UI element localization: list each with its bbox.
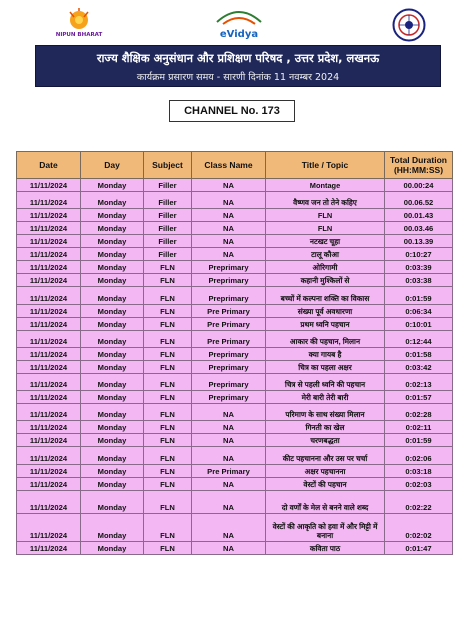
table-cell: NA (192, 235, 266, 248)
table-cell: FLN (144, 465, 192, 478)
table-cell: 00.03.46 (385, 222, 453, 235)
table-cell: Monday (81, 374, 144, 391)
table-cell: NA (192, 491, 266, 514)
table-cell: 0:02:03 (385, 478, 453, 491)
table-cell: वैष्णव जन तो तेने कहिए (266, 192, 385, 209)
table-cell: 11/11/2024 (17, 235, 81, 248)
table-cell: परिमाण के साथ संख्या मिलान (266, 404, 385, 421)
table-cell: Preprimary (192, 274, 266, 287)
table-cell: टालू कौआ (266, 248, 385, 261)
table-cell: संख्या पूर्व अवधारणा (266, 305, 385, 318)
table-cell: 11/11/2024 (17, 465, 81, 478)
table-cell: FLN (144, 404, 192, 421)
table-cell: FLN (144, 274, 192, 287)
table-row (17, 361, 453, 374)
table-cell: NA (192, 209, 266, 222)
table-cell: Pre Primary (192, 305, 266, 318)
table-cell: Monday (81, 421, 144, 434)
column-header: Subject (144, 152, 192, 179)
table-cell: Monday (81, 478, 144, 491)
header-banner (35, 45, 441, 87)
table-cell: 00.00:24 (385, 179, 453, 192)
table-cell: NA (192, 179, 266, 192)
table-cell: गिनती का खेल (266, 421, 385, 434)
table-row (17, 478, 453, 491)
table-cell: Monday (81, 305, 144, 318)
table-cell: Monday (81, 331, 144, 348)
table-cell: FLN (144, 434, 192, 447)
table-cell: बच्चों में कल्पना शक्ति का विकास (266, 287, 385, 305)
table-cell: Monday (81, 222, 144, 235)
table-cell: FLN (144, 447, 192, 465)
table-cell: Monday (81, 514, 144, 542)
table-cell: Preprimary (192, 348, 266, 361)
table-cell: 0:03:42 (385, 361, 453, 374)
table-cell: FLN (144, 391, 192, 404)
table-cell: Monday (81, 434, 144, 447)
table-cell: 0:02:06 (385, 447, 453, 465)
table-cell: Filler (144, 192, 192, 209)
table-cell: NA (192, 222, 266, 235)
table-cell: Pre Primary (192, 465, 266, 478)
table-cell: NA (192, 192, 266, 209)
table-row (17, 209, 453, 222)
table-cell: मेरी बारी तेरी बारी (266, 391, 385, 404)
table-cell: Filler (144, 248, 192, 261)
table-cell: NA (192, 421, 266, 434)
table-cell: 0:02:28 (385, 404, 453, 421)
table-cell: Monday (81, 391, 144, 404)
table-cell: वेस्टों की आकृति को हवा में और मिट्टी में बनाना (266, 514, 385, 542)
table-cell: Monday (81, 348, 144, 361)
table-cell: Monday (81, 404, 144, 421)
table-cell: NA (192, 478, 266, 491)
table-cell: 0:03:18 (385, 465, 453, 478)
table-cell: NA (192, 542, 266, 555)
table-cell: Monday (81, 491, 144, 514)
table-header-row (17, 152, 453, 179)
table-row (17, 235, 453, 248)
table-cell: FLN (144, 318, 192, 331)
table-cell: FLN (144, 361, 192, 374)
table-cell: Pre Primary (192, 318, 266, 331)
table-cell: 11/11/2024 (17, 318, 81, 331)
table-cell: FLN (144, 305, 192, 318)
table-cell: 11/11/2024 (17, 274, 81, 287)
table-row (17, 404, 453, 421)
table-cell: Monday (81, 465, 144, 478)
table-cell: 11/11/2024 (17, 348, 81, 361)
table-cell: कहानी मुश्किलों से (266, 274, 385, 287)
table-cell: Pre Primary (192, 331, 266, 348)
table-cell: 0:03:38 (385, 274, 453, 287)
table-cell: आकार की पहचान, मिलान (266, 331, 385, 348)
table-cell: Monday (81, 318, 144, 331)
evidya-logo-text: eVidya (219, 29, 259, 40)
table-row (17, 465, 453, 478)
table-cell: 11/11/2024 (17, 404, 81, 421)
table-cell: 11/11/2024 (17, 447, 81, 465)
table-cell: 11/11/2024 (17, 514, 81, 542)
table-cell: Monday (81, 192, 144, 209)
column-header: Day (81, 152, 144, 179)
table-row (17, 222, 453, 235)
table-cell: 0:01:59 (385, 287, 453, 305)
table-cell: 0:02:22 (385, 491, 453, 514)
table-cell: Preprimary (192, 261, 266, 274)
table-cell: Monday (81, 361, 144, 374)
table-cell: FLN (144, 478, 192, 491)
table-cell: FLN (266, 222, 385, 235)
table-row (17, 374, 453, 391)
schedule-table (16, 151, 453, 555)
table-cell: 11/11/2024 (17, 331, 81, 348)
table-cell: 0:06:34 (385, 305, 453, 318)
table-cell: FLN (144, 331, 192, 348)
table-row (17, 447, 453, 465)
page-title: राज्य शैक्षिक अनुसंधान और प्रशिक्षण परिषद , उत्तर प्रदेश, लखनऊ (96, 51, 380, 65)
table-row (17, 434, 453, 447)
table-cell: कविता पाठ (266, 542, 385, 555)
table-row (17, 261, 453, 274)
table-cell: Monday (81, 287, 144, 305)
table-cell: 11/11/2024 (17, 542, 81, 555)
table-row (17, 542, 453, 555)
table-row (17, 318, 453, 331)
table-cell: दो वर्णों के मेल से बनने वाले शब्द (266, 491, 385, 514)
evidya-logo (213, 8, 265, 42)
table-cell: FLN (144, 491, 192, 514)
table-row (17, 331, 453, 348)
table-row (17, 305, 453, 318)
table-cell: NA (192, 248, 266, 261)
table-body (17, 179, 453, 555)
table-cell: FLN (144, 348, 192, 361)
table-cell: NA (192, 404, 266, 421)
table-cell: 11/11/2024 (17, 374, 81, 391)
table-cell: चित्र से पहली ध्वनि की पहचान (266, 374, 385, 391)
table-cell: 11/11/2024 (17, 361, 81, 374)
table-cell: 11/11/2024 (17, 305, 81, 318)
table-cell: 0:01:47 (385, 542, 453, 555)
table-cell: 11/11/2024 (17, 434, 81, 447)
column-header: Date (17, 152, 81, 179)
table-cell: Monday (81, 248, 144, 261)
table-cell: प्रथम ध्वनि पहचान (266, 318, 385, 331)
table-cell: वेस्टों की पहचान (266, 478, 385, 491)
table-cell: नटखट चूहा (266, 235, 385, 248)
column-header: Class Name (192, 152, 266, 179)
channel-label: CHANNEL No. 173 (169, 100, 295, 122)
table-cell: FLN (144, 374, 192, 391)
table-cell: 11/11/2024 (17, 192, 81, 209)
table-cell: 11/11/2024 (17, 248, 81, 261)
table-cell: Monday (81, 542, 144, 555)
table-cell: चरणबद्धता (266, 434, 385, 447)
table-cell: Preprimary (192, 287, 266, 305)
table-cell: कीट पहचानना और उस पर चर्चा (266, 447, 385, 465)
table-cell: 00.01.43 (385, 209, 453, 222)
table-cell: Monday (81, 447, 144, 465)
table-cell: Filler (144, 179, 192, 192)
table-row (17, 421, 453, 434)
table-cell: 0:02:13 (385, 374, 453, 391)
table-cell: 11/11/2024 (17, 222, 81, 235)
table-cell: 11/11/2024 (17, 391, 81, 404)
table-cell: Monday (81, 209, 144, 222)
table-cell: FLN (144, 514, 192, 542)
table-row (17, 391, 453, 404)
table-cell: 00.06.52 (385, 192, 453, 209)
table-row (17, 287, 453, 305)
table-cell: 0:12:44 (385, 331, 453, 348)
table-cell: FLN (266, 209, 385, 222)
table-cell: 11/11/2024 (17, 261, 81, 274)
table-cell: FLN (144, 287, 192, 305)
table-cell: चित्र का पहला अक्षर (266, 361, 385, 374)
table-cell: Preprimary (192, 374, 266, 391)
table-cell: Filler (144, 235, 192, 248)
nipun-bharat-logo (55, 8, 103, 42)
table-cell: NA (192, 514, 266, 542)
table-row (17, 348, 453, 361)
table-cell: FLN (144, 421, 192, 434)
table-cell: 0:10:27 (385, 248, 453, 261)
table-cell: 0:02:11 (385, 421, 453, 434)
table-row (17, 248, 453, 261)
table-row (17, 179, 453, 192)
table-row (17, 514, 453, 542)
table-cell: अक्षर पहचानना (266, 465, 385, 478)
scert-seal-icon (392, 8, 426, 42)
table-cell: Monday (81, 235, 144, 248)
table-cell: Monday (81, 274, 144, 287)
table-cell: 11/11/2024 (17, 179, 81, 192)
table-cell: 0:10:01 (385, 318, 453, 331)
table-cell: Monday (81, 261, 144, 274)
table-cell: Filler (144, 209, 192, 222)
column-header: Total Duration (HH:MM:SS) (385, 152, 453, 179)
page-subtitle: कार्यक्रम प्रसारण समय - सारणी दिनांक 11 नवम्बर 2024 (136, 72, 340, 83)
table-cell: 0:01:57 (385, 391, 453, 404)
table-cell: Montage (266, 179, 385, 192)
table-cell: Monday (81, 179, 144, 192)
table-cell: Preprimary (192, 361, 266, 374)
table-cell: FLN (144, 542, 192, 555)
table-cell: 11/11/2024 (17, 491, 81, 514)
table-cell: क्या गायब है (266, 348, 385, 361)
table-cell: 0:02:02 (385, 514, 453, 542)
table-row (17, 192, 453, 209)
table-cell: 0:01:59 (385, 434, 453, 447)
nipun-logo-text: NIPUN BHARAT (55, 32, 103, 38)
table-row (17, 274, 453, 287)
table-cell: 00.13.39 (385, 235, 453, 248)
table-cell: ओरिगामी (266, 261, 385, 274)
column-header: Title / Topic (266, 152, 385, 179)
table-row (17, 491, 453, 514)
table-cell: Preprimary (192, 391, 266, 404)
table-cell: NA (192, 434, 266, 447)
table-cell: 11/11/2024 (17, 209, 81, 222)
table-cell: 0:03:39 (385, 261, 453, 274)
table-cell: 11/11/2024 (17, 421, 81, 434)
table-cell: 11/11/2024 (17, 287, 81, 305)
table-cell: 11/11/2024 (17, 478, 81, 491)
table-cell: FLN (144, 261, 192, 274)
table-cell: NA (192, 447, 266, 465)
table-cell: Filler (144, 222, 192, 235)
table-cell: 0:01:58 (385, 348, 453, 361)
